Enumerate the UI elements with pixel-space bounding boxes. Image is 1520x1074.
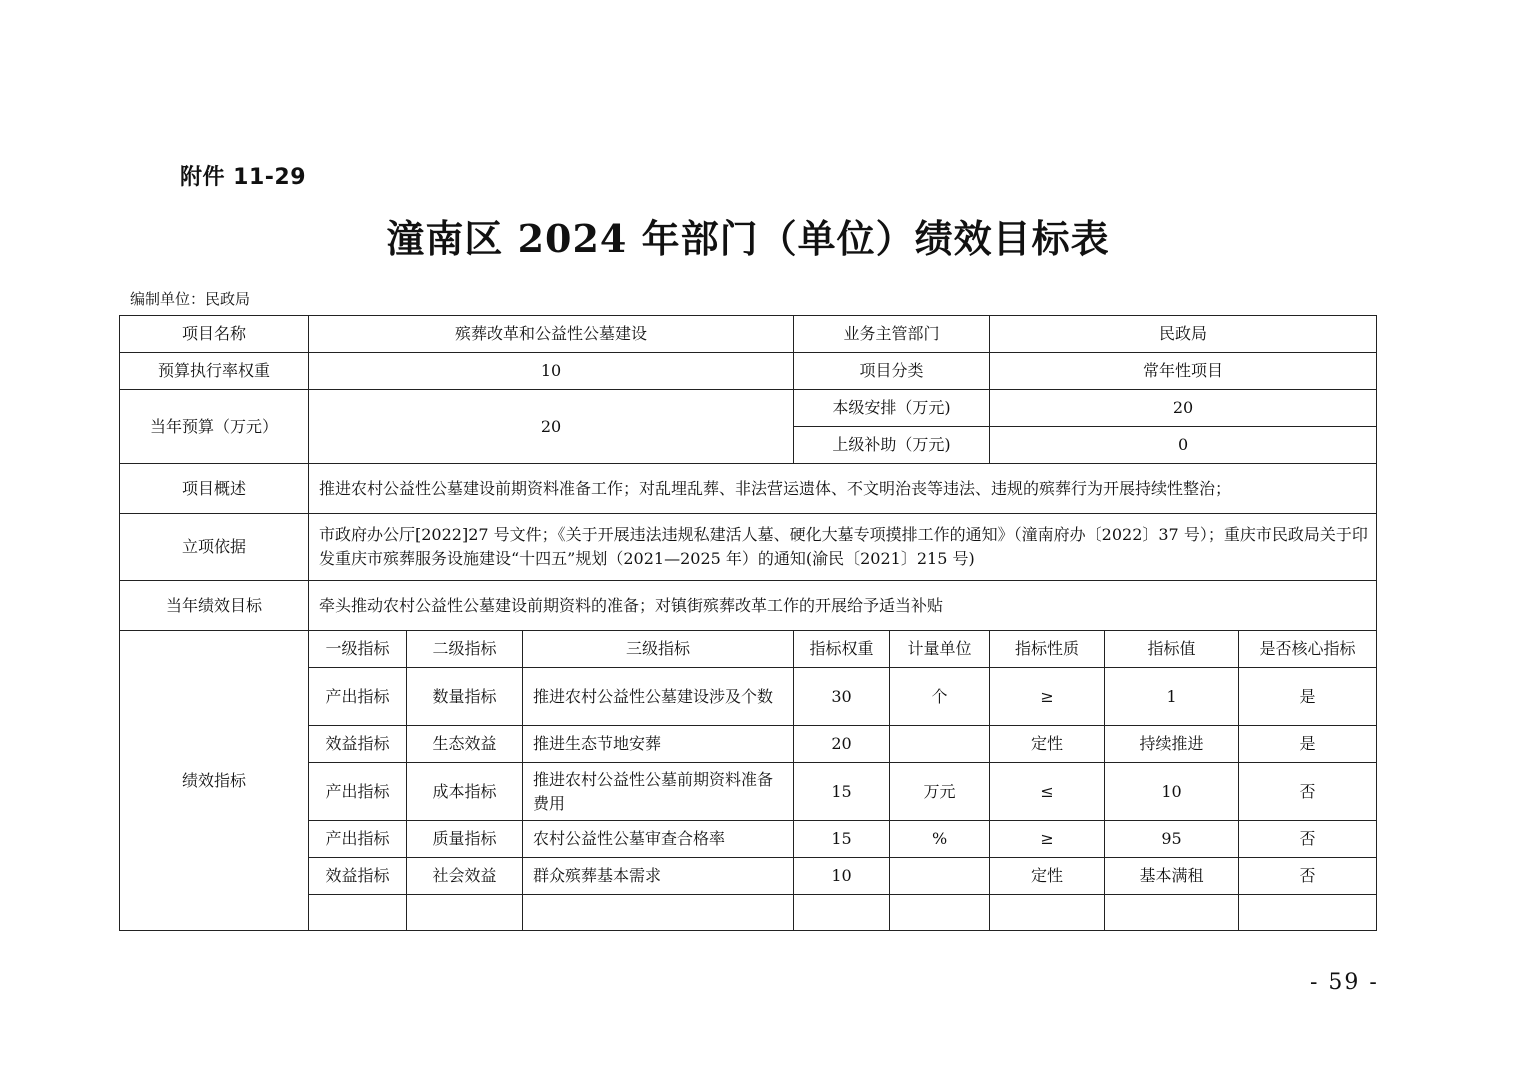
overview-label: 项目概述 xyxy=(120,464,309,514)
cell-level2: 社会效益 xyxy=(407,858,523,895)
category-label: 项目分类 xyxy=(794,353,990,390)
cell-level3: 群众殡葬基本需求 xyxy=(523,858,794,895)
goal-value: 牵头推动农村公益性公墓建设前期资料的准备；对镇街殡葬改革工作的开展给予适当补贴 xyxy=(309,581,1377,631)
cell-unit xyxy=(890,858,990,895)
indicator-header-row xyxy=(120,631,1377,668)
cell-value xyxy=(1105,895,1239,931)
goal-label: 当年绩效目标 xyxy=(120,581,309,631)
table-row xyxy=(120,858,1377,895)
cell-unit xyxy=(890,726,990,763)
cell-value: 10 xyxy=(1105,763,1239,821)
weight-value: 10 xyxy=(309,353,794,390)
cell-unit: 万元 xyxy=(890,763,990,821)
page-number: - 59 - xyxy=(1310,970,1379,995)
table-row xyxy=(120,821,1377,858)
cell-level3 xyxy=(523,895,794,931)
row-overview xyxy=(120,464,1377,514)
cell-unit: 个 xyxy=(890,668,990,726)
basis-value: 市政府办公厅[2022]27 号文件；《关于开展违法违规私建活人墓、硬化大墓专项摸排工作的通知》（潼南府办〔2022〕37 号）；重庆市民政局关于印发重庆市殡葬服务设施建设“十四五”规划（2021—2025 年）的通知(渝民〔2021〕215 号) xyxy=(309,514,1377,581)
header-weight: 指标权重 xyxy=(794,631,890,668)
cell-nature: 定性 xyxy=(990,726,1105,763)
header-unit: 计量单位 xyxy=(890,631,990,668)
cell-level2 xyxy=(407,895,523,931)
cell-level1: 产出指标 xyxy=(309,763,407,821)
attachment-label: 附件 11-29 xyxy=(180,165,307,190)
cell-level2: 生态效益 xyxy=(407,726,523,763)
cell-level1: 效益指标 xyxy=(309,858,407,895)
local-label: 本级安排（万元) xyxy=(794,390,990,427)
cell-value: 95 xyxy=(1105,821,1239,858)
cell-weight: 30 xyxy=(794,668,890,726)
budget-value: 20 xyxy=(309,390,794,464)
cell-weight: 10 xyxy=(794,858,890,895)
header-value: 指标值 xyxy=(1105,631,1239,668)
performance-table xyxy=(119,315,1377,931)
overview-value: 推进农村公益性公墓建设前期资料准备工作；对乱埋乱葬、非法营运遗体、不文明治丧等违法、违规的殡葬行为开展持续性整治； xyxy=(309,464,1377,514)
cell-unit: % xyxy=(890,821,990,858)
dept-value: 民政局 xyxy=(990,316,1377,353)
cell-weight: 20 xyxy=(794,726,890,763)
cell-core: 是 xyxy=(1239,668,1377,726)
cell-value: 基本满租 xyxy=(1105,858,1239,895)
row-budget xyxy=(120,390,1377,427)
cell-level2: 数量指标 xyxy=(407,668,523,726)
cell-core xyxy=(1239,895,1377,931)
cell-unit xyxy=(890,895,990,931)
dept-label: 业务主管部门 xyxy=(794,316,990,353)
cell-level3: 农村公益性公墓审查合格率 xyxy=(523,821,794,858)
cell-core: 是 xyxy=(1239,726,1377,763)
indicator-section-label: 绩效指标 xyxy=(120,631,309,931)
page-title: 潼南区 2024 年部门（单位）绩效目标表 xyxy=(386,216,1110,261)
cell-level2: 成本指标 xyxy=(407,763,523,821)
table-row xyxy=(120,895,1377,931)
cell-core: 否 xyxy=(1239,763,1377,821)
upper-label: 上级补助（万元) xyxy=(794,427,990,464)
cell-level3: 推进农村公益性公墓前期资料准备费用 xyxy=(523,763,794,821)
cell-core: 否 xyxy=(1239,821,1377,858)
cell-weight: 15 xyxy=(794,763,890,821)
table-row xyxy=(120,726,1377,763)
cell-value: 1 xyxy=(1105,668,1239,726)
local-value: 20 xyxy=(990,390,1377,427)
compiler-unit: 编制单位：民政局 xyxy=(130,290,251,308)
table-row xyxy=(120,668,1377,726)
cell-level1: 效益指标 xyxy=(309,726,407,763)
cell-level1: 产出指标 xyxy=(309,668,407,726)
weight-label: 预算执行率权重 xyxy=(120,353,309,390)
project-name-value: 殡葬改革和公益性公墓建设 xyxy=(309,316,794,353)
cell-nature: 定性 xyxy=(990,858,1105,895)
header-level2: 二级指标 xyxy=(407,631,523,668)
row-project-name xyxy=(120,316,1377,353)
cell-weight: 15 xyxy=(794,821,890,858)
cell-nature: ≥ xyxy=(990,821,1105,858)
header-level3: 三级指标 xyxy=(523,631,794,668)
table-row xyxy=(120,763,1377,821)
category-value: 常年性项目 xyxy=(990,353,1377,390)
row-basis xyxy=(120,514,1377,581)
cell-nature: ≤ xyxy=(990,763,1105,821)
cell-level3: 推进生态节地安葬 xyxy=(523,726,794,763)
cell-weight xyxy=(794,895,890,931)
cell-level1 xyxy=(309,895,407,931)
cell-core: 否 xyxy=(1239,858,1377,895)
cell-level2: 质量指标 xyxy=(407,821,523,858)
cell-nature xyxy=(990,895,1105,931)
cell-nature: ≥ xyxy=(990,668,1105,726)
row-weight xyxy=(120,353,1377,390)
header-level1: 一级指标 xyxy=(309,631,407,668)
cell-level1: 产出指标 xyxy=(309,821,407,858)
cell-level3: 推进农村公益性公墓建设涉及个数 xyxy=(523,668,794,726)
project-name-label: 项目名称 xyxy=(120,316,309,353)
upper-value: 0 xyxy=(990,427,1377,464)
header-core: 是否核心指标 xyxy=(1239,631,1377,668)
basis-label: 立项依据 xyxy=(120,514,309,581)
cell-value: 持续推进 xyxy=(1105,726,1239,763)
row-goal xyxy=(120,581,1377,631)
budget-label: 当年预算（万元） xyxy=(120,390,309,464)
header-nature: 指标性质 xyxy=(990,631,1105,668)
